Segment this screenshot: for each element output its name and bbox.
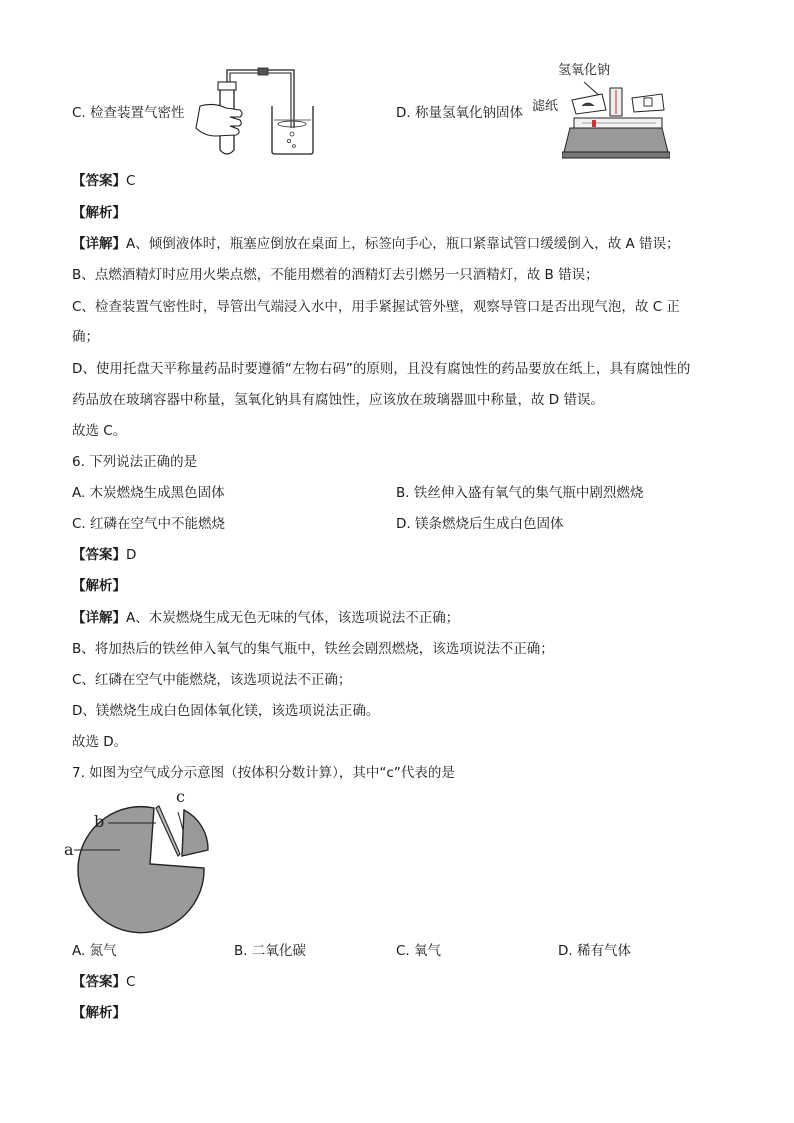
pie-label-c: c xyxy=(176,787,185,806)
q5-detail-line-4: 确； xyxy=(72,329,99,345)
filter-paper-label: 滤纸 xyxy=(532,99,559,114)
q5-detail-line-5: D、使用托盘天平称量药品时要遵循“左物右码”的原则，且没有腐蚀性的药品要放在纸上，具有腐蚀性的 xyxy=(72,361,691,377)
airtightness-apparatus-figure xyxy=(186,62,318,162)
q6-option-a: A. 木炭燃烧生成黑色固体 xyxy=(72,485,225,501)
q6-conclusion: 故选 D。 xyxy=(72,734,128,750)
q5-option-c: C. 检查装置气密性 xyxy=(72,105,185,121)
air-composition-pie-figure xyxy=(64,786,224,934)
q7-analysis-heading: 【解析】 xyxy=(72,1005,126,1021)
balance-figure xyxy=(562,80,670,162)
q6-detail-line-3: C、红磷在空气中能燃烧，该选项说法不正确； xyxy=(72,672,352,688)
q7-option-a: A. 氮气 xyxy=(72,943,117,959)
q7-option-d: D. 稀有气体 xyxy=(558,943,631,959)
q6-option-b: B. 铁丝伸入盛有氧气的集气瓶中剧烈燃烧 xyxy=(396,485,644,501)
q5-option-d: D. 称量氢氧化钠固体 xyxy=(396,105,523,121)
q6-option-c: C. 红磷在空气中不能燃烧 xyxy=(72,516,226,532)
q7-stem: 7. 如图为空气成分示意图（按体积分数计算），其中“c”代表的是 xyxy=(72,765,455,781)
q6-answer: 【答案】D xyxy=(72,547,137,563)
q6-detail-line-2: B、将加热后的铁丝伸入氧气的集气瓶中，铁丝会剧烈燃烧，该选项说法不正确； xyxy=(72,641,554,657)
q5-conclusion: 故选 C。 xyxy=(72,423,127,439)
q6-analysis-heading: 【解析】 xyxy=(72,578,126,594)
q6-detail-line-4: D、镁燃烧生成白色固体氧化镁，该选项说法正确。 xyxy=(72,703,380,719)
naoh-label: 氢氧化钠 xyxy=(558,63,611,78)
q6-option-d: D. 镁条燃烧后生成白色固体 xyxy=(396,516,564,532)
pie-label-b: b xyxy=(94,812,105,831)
q5-detail-line-2: B、点燃酒精灯时应用火柴点燃，不能用燃着的酒精灯去引燃另一只酒精灯，故 B 错误； xyxy=(72,267,599,283)
q7-answer: 【答案】C xyxy=(72,974,136,990)
q7-option-b: B. 二氧化碳 xyxy=(234,943,306,959)
q5-detail-line-3: C、检查装置气密性时，导管出气端浸入水中，用手紧握试管外壁，观察导管口是否出现气泡，故 C 正 xyxy=(72,299,680,315)
q6-detail-line-1: 【详解】A、木炭燃烧生成无色无味的气体，该选项说法不正确； xyxy=(72,610,460,626)
q5-analysis-heading: 【解析】 xyxy=(72,205,126,221)
pie-label-a: a xyxy=(64,840,74,859)
q7-option-c: C. 氧气 xyxy=(396,943,442,959)
q5-answer: 【答案】C xyxy=(72,173,136,189)
q5-detail-line-6: 药品放在玻璃容器中称量，氢氧化钠具有腐蚀性，应该放在玻璃器皿中称量，故 D 错误。 xyxy=(72,392,604,408)
q5-detail-line-1: 【详解】A、倾倒液体时，瓶塞应倒放在桌面上，标签向手心，瓶口紧靠试管口缓缓倒入，故 A 错误； xyxy=(72,236,680,252)
q6-stem: 6. 下列说法正确的是 xyxy=(72,454,198,470)
